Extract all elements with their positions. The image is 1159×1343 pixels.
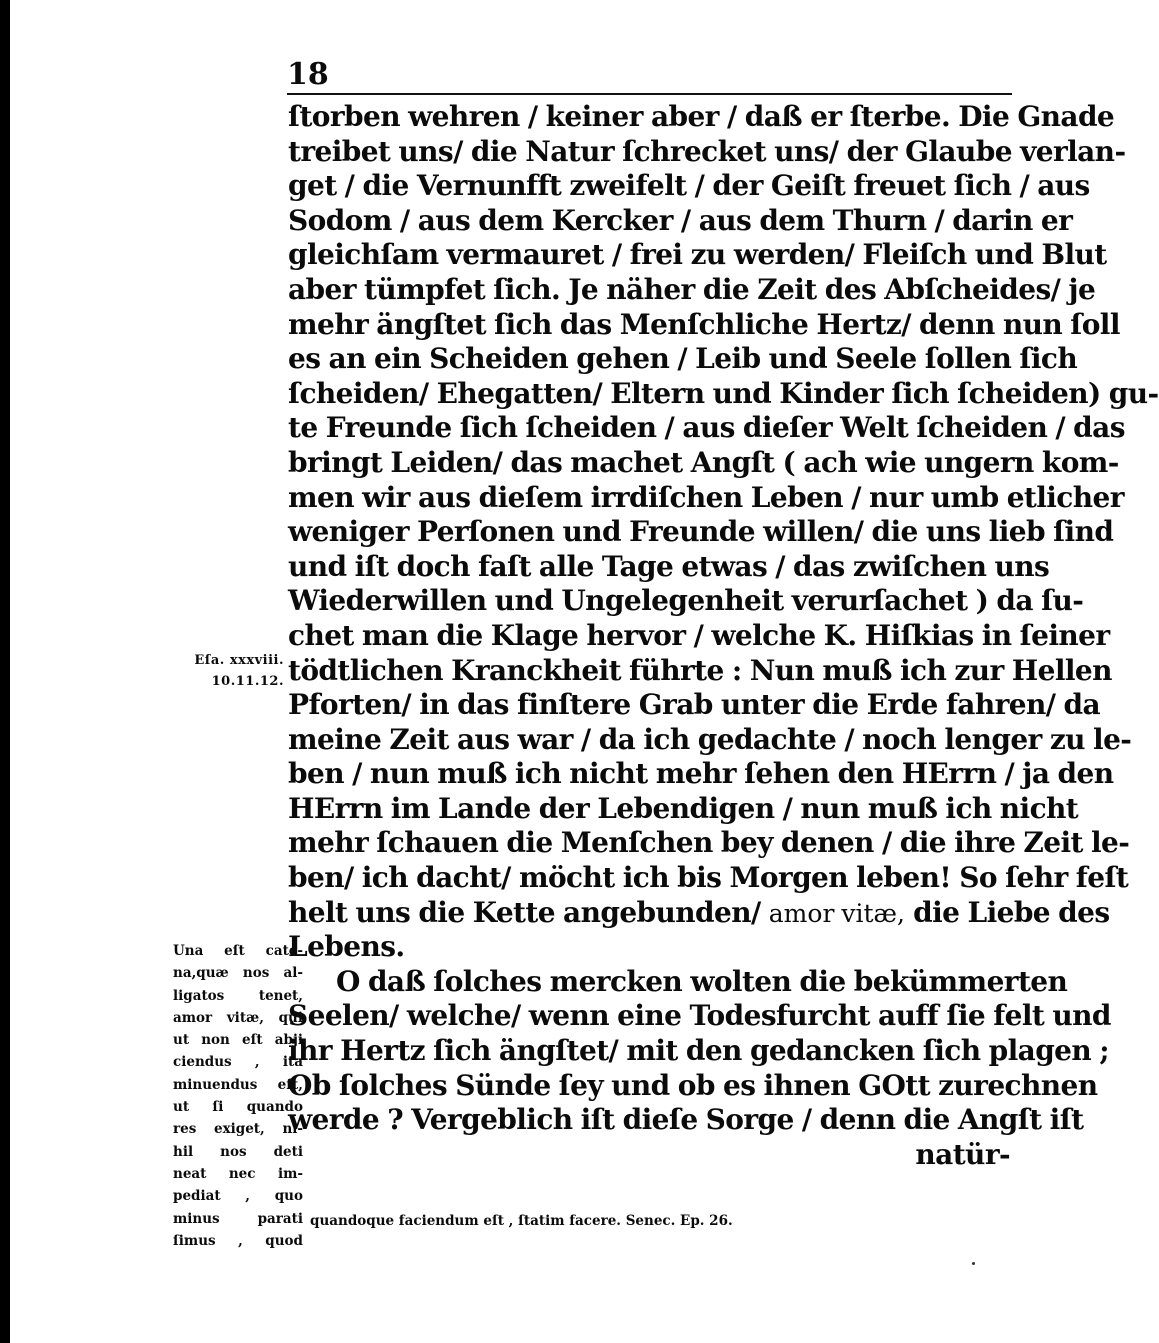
text-line: ſtorben wehren / keiner aber / daß er ſterbe. Die Gnade	[288, 100, 1115, 133]
text-line: ſcheiden/ Ehegatten/ Eltern und Kinder ſich ſcheiden) gu-	[288, 376, 1159, 410]
catchword: natür-	[915, 1137, 1010, 1171]
text-line: Wiederwillen und Ungelegenheit verurſachet ) da ſu-	[288, 584, 1084, 618]
text-line: gleichſam vermauret / frei zu werden/ Fleiſch und Blut	[288, 238, 1107, 272]
text-line: ihr Hertz ſich ängſtet/ mit den gedancken ſich plagen ;	[288, 1034, 1110, 1068]
reference-verses: 10.11.12.	[211, 674, 284, 689]
header-rule	[287, 93, 1012, 95]
quote-line: minuendus eſt,	[173, 1076, 303, 1093]
text-segment: die Liebe des	[913, 895, 1110, 929]
scan-border	[0, 0, 10, 1343]
quote-line: minus parati	[173, 1210, 303, 1227]
text-line: Pforten/ in das finſtere Grab unter die Erde fahren/ da	[288, 688, 1101, 722]
text-line: te Freunde ſich ſcheiden / aus dieſer Welt ſcheiden / das	[288, 411, 1125, 445]
text-line: Sodom / aus dem Kercker / aus dem Thurn / darin er	[288, 203, 1073, 237]
text-line: men wir aus dieſem irrdiſchen Leben / nur umb etlicher	[288, 480, 1124, 514]
quote-line: ut non eſt abji	[173, 1032, 303, 1049]
text-line: und iſt doch faſt alle Tage etwas / das zwiſchen uns	[288, 549, 1050, 583]
text-line: HErrn im Lande der Lebendigen / nun muß ich nicht	[288, 791, 1079, 825]
book-page	[10, 0, 1159, 1343]
latin-phrase: amor vitæ,	[768, 898, 905, 928]
quote-line: ut ſi quando	[173, 1099, 303, 1116]
text-line: Ob ſolches Sünde ſey und ob es ihnen GOtt zurechnen	[288, 1068, 1098, 1102]
marginal-bible-reference	[172, 650, 284, 692]
text-line: es an ein Scheiden gehen / Leib und Seele ſollen ſich	[288, 342, 1078, 376]
text-line: mehr ängſtet ſich das Menſchliche Hertz/ denn nun ſoll	[288, 307, 1120, 341]
main-text-block	[288, 100, 1159, 1172]
text-line: aber tümpfet ſich. Je näher die Zeit des Abſcheides/ je	[288, 272, 1096, 306]
page-number: 18	[287, 57, 329, 92]
marginal-latin-quote	[173, 940, 303, 1252]
text-line: bringt Leiden/ das machet Angſt ( ach wie ungern kom-	[288, 445, 1119, 479]
text-line: chet man die Klage hervor / welche K. Hiſkias in ſeiner	[288, 618, 1110, 652]
quote-line: pediat , quo	[173, 1188, 303, 1205]
quote-line: hil nos deti	[173, 1143, 303, 1160]
text-line: ben/ ich dacht/ möcht ich bis Morgen leben! So ſehr feſt	[288, 861, 1129, 895]
reference-book: Eſa. xxxviii.	[194, 653, 284, 668]
paragraph-start-line: O daß ſolches mercken wolten die bekümmerten	[336, 964, 1068, 998]
quote-line: na,quæ nos al-	[173, 965, 303, 982]
quote-line: ſimus , quod	[173, 1232, 303, 1249]
text-line: mehr ſchauen die Menſchen bey denen / die ihre Zeit le-	[288, 826, 1130, 860]
quote-continuation: quandoque faciendum eſt , ſtatim facere. Senec. Ep. 26.	[310, 1213, 733, 1229]
text-line: weniger Perſonen und Freunde willen/ die uns lieb ſind	[288, 515, 1114, 549]
quote-line: res exiget, ni-	[173, 1121, 303, 1138]
text-line: meine Zeit aus war / da ich gedachte / noch lenger zu le-	[288, 722, 1132, 756]
paragraph-end-line: Lebens.	[288, 930, 405, 964]
text-line: Seelen/ welche/ wenn eine Todesfurcht auff ſie felt und	[288, 999, 1111, 1033]
quote-line: amor vitæ, qui	[173, 1009, 303, 1026]
quote-line: neat nec im-	[173, 1165, 303, 1182]
quote-line: Una eſt cate-	[173, 943, 303, 959]
text-line: tödtlichen Kranckheit führte : Nun muß ich zur Hellen	[288, 653, 1112, 687]
text-line: werde ? Vergeblich iſt dieſe Sorge / denn die Angſt iſt	[288, 1103, 1084, 1137]
text-line-mixed	[288, 895, 1110, 931]
quote-line: ligatos tenet,	[173, 987, 303, 1004]
print-speck	[972, 1262, 975, 1265]
text-line: treibet uns/ die Natur ſchrecket uns/ der Glaube verlan-	[288, 134, 1126, 168]
text-line: ben / nun muß ich nicht mehr ſehen den HErrn / ja den	[288, 757, 1114, 791]
text-segment: helt uns die Kette angebunden/	[288, 895, 761, 929]
text-line: get / die Vernunfft zweifelt / der Geiſt freuet ſich / aus	[288, 169, 1090, 203]
quote-line: ciendus , ita	[173, 1054, 303, 1071]
